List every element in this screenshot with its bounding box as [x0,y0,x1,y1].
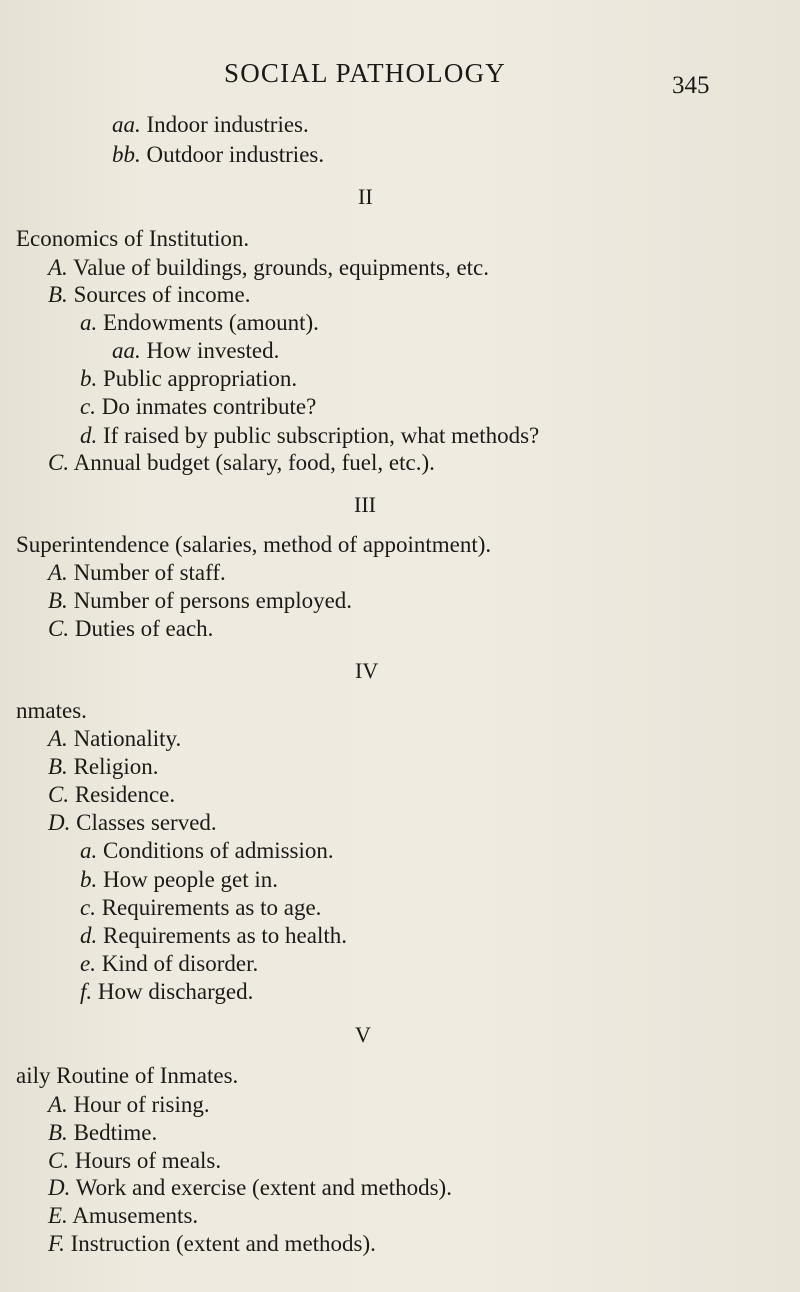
list-item [80,980,253,1003]
list-item [80,424,539,447]
item-label: c. [80,394,96,419]
item-text: Indoor industries. [146,112,309,137]
list-item [48,1204,198,1227]
list-item [80,896,321,919]
item-label: A. [48,726,68,751]
list-item [112,113,309,136]
item-text: Requirements as to health. [103,923,347,948]
item-text: Endowments (amount). [103,310,319,335]
item-text: Instruction (extent and methods). [70,1231,376,1256]
item-text: How people get in. [103,867,279,892]
item-text: How discharged. [97,979,254,1004]
item-text: Number of staff. [73,560,226,585]
item-text: Value of buildings, grounds, equipments, etc. [73,255,490,280]
item-text: Hour of rising. [73,1092,210,1117]
running-title: SOCIAL PATHOLOGY [224,58,506,88]
item-text: Work and exercise (extent and methods). [75,1175,452,1200]
page-header [0,58,800,98]
item-label: a. [80,838,98,863]
section-numeral: III [354,492,376,517]
item-label: D. [48,1175,71,1200]
list-item [48,1149,221,1172]
item-text: Hours of meals. [74,1148,222,1173]
item-text: Amusements. [72,1203,199,1228]
list-item [80,839,334,862]
list-item [48,811,217,834]
item-label: c. [80,895,96,920]
list-item [48,727,181,750]
list-item [112,339,279,362]
item-label: e. [80,951,96,976]
list-item [80,952,258,975]
item-text: Residence. [74,782,176,807]
item-label: B. [48,588,68,613]
section-numeral: IV [355,658,379,683]
item-text: Duties of each. [74,616,214,641]
section-heading: aily Routine of Inmates. [16,1063,239,1088]
item-label: aa. [112,338,141,363]
item-text: Annual budget (salary, food, fuel, etc.). [73,450,435,475]
item-text: Nationality. [73,726,182,751]
item-label: a. [80,310,98,335]
list-item [80,367,297,390]
section-heading: nmates. [16,698,87,723]
list-item [80,868,278,891]
item-label: C. [48,782,70,807]
item-label: d. [80,423,98,448]
item-text: Public appropriation. [103,366,298,391]
list-item [112,143,324,166]
item-label: aa. [112,112,141,137]
section-numeral: V [355,1022,371,1047]
item-label: bb. [112,142,141,167]
section-heading: Superintendence (salaries, method of appointment). [16,532,492,557]
item-text: Bedtime. [73,1120,158,1145]
item-label: A. [48,560,68,585]
item-text: Kind of disorder. [101,951,259,976]
item-label: b. [80,867,98,892]
item-label: B. [48,1120,68,1145]
item-label: B. [48,754,68,779]
item-text: Outdoor industries. [146,142,325,167]
list-item [48,283,251,306]
item-text: Requirements as to age. [101,895,322,920]
item-label: C. [48,1148,70,1173]
list-item [80,924,347,947]
list-item [48,755,159,778]
section-numeral: II [358,184,373,209]
list-item [80,311,319,334]
item-label: A. [48,255,68,280]
section-heading: Economics of Institution. [16,226,250,251]
list-item [80,395,316,418]
item-text: If raised by public subscription, what methods? [103,423,540,448]
item-text: Sources of income. [73,282,251,307]
item-label: d. [80,923,98,948]
item-text: Do inmates contribute? [101,394,317,419]
list-item [48,1232,376,1255]
page-number: 345 [672,72,710,99]
item-label: f. [80,979,93,1004]
item-text: Classes served. [76,810,217,835]
item-text: Religion. [73,754,159,779]
item-text: How invested. [146,338,280,363]
item-label: C. [48,616,70,641]
item-label: A. [48,1092,68,1117]
item-label: C. [48,450,70,475]
list-item [48,1176,452,1199]
list-item [48,256,489,279]
list-item [48,1093,210,1116]
item-text: Number of persons employed. [73,588,353,613]
item-label: F. [48,1231,65,1256]
item-label: D. [48,810,71,835]
list-item [48,617,213,640]
list-item [48,589,352,612]
item-label: B. [48,282,68,307]
list-item [48,783,175,806]
list-item [48,1121,157,1144]
list-item [48,561,226,584]
list-item [48,451,435,474]
item-label: E. [48,1203,68,1228]
item-text: Conditions of admission. [103,838,334,863]
item-label: b. [80,366,98,391]
